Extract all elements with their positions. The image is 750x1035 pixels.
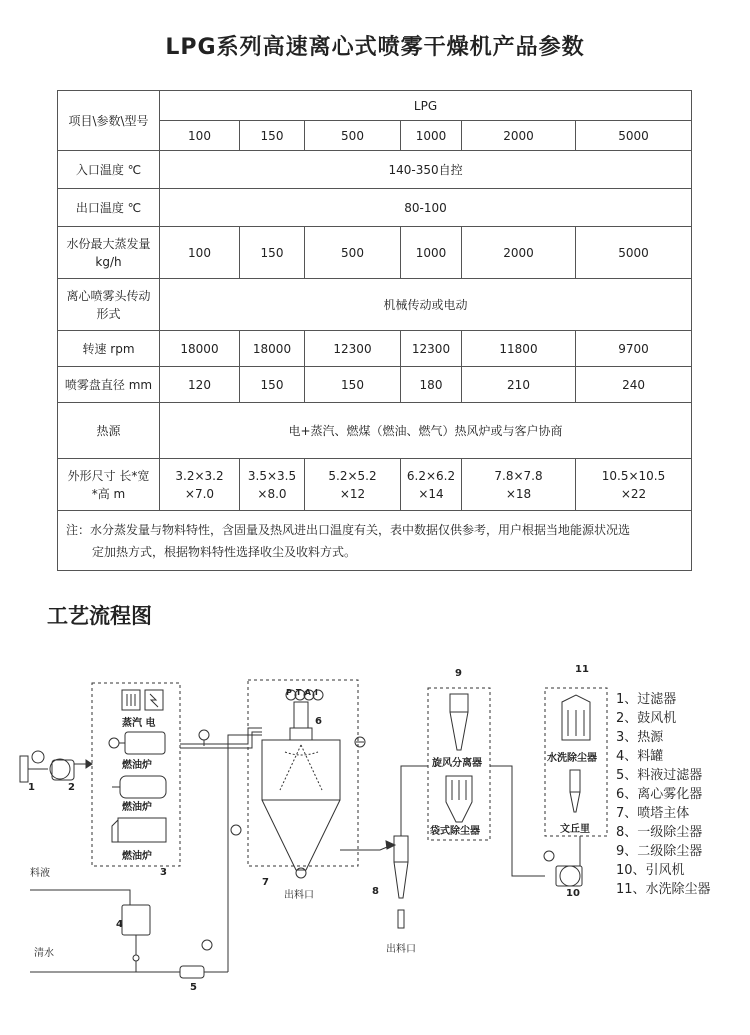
row-value: 100 bbox=[160, 227, 240, 279]
label-oil-furnace: 燃油炉 bbox=[122, 851, 152, 862]
label-liquid: 料液 bbox=[30, 868, 50, 879]
row-value: 2000 bbox=[462, 227, 576, 279]
row-value: 12300 bbox=[401, 331, 462, 367]
number-label: 1 bbox=[28, 782, 35, 793]
label-oil-furnace: 燃油炉 bbox=[122, 760, 152, 771]
legend-item: 8、一级除尘器 bbox=[616, 825, 703, 840]
legend-item: 9、二级除尘器 bbox=[616, 844, 703, 859]
instrument-label: PTAI bbox=[286, 688, 322, 697]
note-line-2: 定加热方式，根据物料特性选择收尘及收料方式。 bbox=[92, 544, 357, 559]
row-value: 10.5×10.5 ×22 bbox=[576, 459, 692, 511]
number-label: 7 bbox=[262, 877, 269, 888]
legend-item: 5、料液过滤器 bbox=[616, 768, 703, 783]
cyclone-icon bbox=[394, 836, 408, 928]
row-value: 80-100 bbox=[160, 189, 692, 227]
atomizer-icon bbox=[290, 702, 312, 740]
row-label: 出口温度 ℃ bbox=[58, 189, 160, 227]
row-value: 3.5×3.5 ×8.0 bbox=[240, 459, 305, 511]
label-bag-filter: 袋式除尘器 bbox=[430, 826, 480, 837]
model-cell: 1000 bbox=[401, 121, 462, 151]
row-value: 5000 bbox=[576, 227, 692, 279]
row-value: 180 bbox=[401, 367, 462, 403]
row-value: 18000 bbox=[160, 331, 240, 367]
row-label: 喷雾盘直径 mm bbox=[58, 367, 160, 403]
label-venturi: 文丘里 bbox=[560, 824, 590, 835]
page-title: LPG系列高速离心式喷雾干燥机产品参数 bbox=[165, 35, 585, 60]
row-value: 6.2×6.2 ×14 bbox=[401, 459, 462, 511]
hot-air-duct bbox=[180, 728, 262, 744]
model-cell: 100 bbox=[160, 121, 240, 151]
label-steam-electric: 蒸汽 电 bbox=[122, 718, 156, 729]
table-row bbox=[58, 189, 692, 227]
water-scrubber-icon bbox=[562, 695, 590, 740]
table-note bbox=[58, 511, 692, 571]
number-label: 5 bbox=[190, 982, 197, 993]
row-value: 500 bbox=[305, 227, 401, 279]
note-line-1: 注：水分蒸发量与物料特性，含固量及热风进出口温度有关，表中数据仅供参考，用户根据当地能源状况选 bbox=[66, 522, 631, 537]
table-row bbox=[58, 227, 692, 279]
oil-furnace-icon bbox=[112, 776, 166, 798]
legend-item: 10、引风机 bbox=[616, 863, 685, 878]
number-label: 3 bbox=[160, 867, 167, 878]
row-value: 11800 bbox=[462, 331, 576, 367]
pressure-gauge-icon bbox=[231, 825, 241, 835]
row-value: 150 bbox=[240, 367, 305, 403]
legend-item: 6、离心雾化器 bbox=[616, 787, 703, 802]
legend-item: 3、热源 bbox=[616, 730, 664, 745]
table-row bbox=[58, 151, 692, 189]
row-value: 9700 bbox=[576, 331, 692, 367]
row-label: 转速 rpm bbox=[58, 331, 160, 367]
row-value: 18000 bbox=[240, 331, 305, 367]
model-cell: 2000 bbox=[462, 121, 576, 151]
legend-item: 1、过滤器 bbox=[616, 692, 677, 707]
row-value: 150 bbox=[240, 227, 305, 279]
row-value: 150 bbox=[305, 367, 401, 403]
row-label: 入口温度 ℃ bbox=[58, 151, 160, 189]
number-label: 6 bbox=[315, 716, 322, 727]
spec-table bbox=[57, 90, 692, 571]
liquid-filter-icon bbox=[180, 966, 228, 978]
label-water: 清水 bbox=[34, 948, 54, 959]
number-label: 10 bbox=[566, 888, 580, 899]
row-value: 5.2×5.2 ×12 bbox=[305, 459, 401, 511]
row-value: 210 bbox=[462, 367, 576, 403]
row-label: 外形尺寸 长*宽 *高 m bbox=[58, 459, 160, 511]
label-outlet: 出料口 bbox=[284, 890, 314, 901]
row-value: 240 bbox=[576, 367, 692, 403]
legend-item: 11、水洗除尘器 bbox=[616, 882, 711, 897]
table-row bbox=[58, 331, 692, 367]
label-oil-furnace: 燃油炉 bbox=[122, 802, 152, 813]
number-label: 4 bbox=[116, 919, 123, 930]
row-value: 1000 bbox=[401, 227, 462, 279]
legend-item: 7、喷塔主体 bbox=[616, 806, 690, 821]
section-title: 工艺流程图 bbox=[47, 604, 152, 628]
table-row bbox=[58, 511, 692, 571]
tower-box bbox=[248, 680, 358, 866]
table-row bbox=[58, 279, 692, 331]
legend bbox=[616, 690, 711, 899]
feed-tank-icon bbox=[122, 905, 150, 961]
spray-tower-icon bbox=[262, 740, 340, 878]
steam-electric-icon bbox=[122, 690, 163, 710]
row-label: 热源 bbox=[58, 403, 160, 459]
row-value: 机械传动或电动 bbox=[160, 279, 692, 331]
row-label: 离心喷雾头传动 形式 bbox=[58, 279, 160, 331]
row-value: 140-350自控 bbox=[160, 151, 692, 189]
number-label: 2 bbox=[68, 782, 75, 793]
bag-filter-icon bbox=[446, 776, 472, 822]
blower-icon bbox=[32, 751, 92, 780]
label-water-wash: 水洗除尘器 bbox=[547, 753, 597, 764]
series-name: LPG bbox=[160, 91, 692, 121]
header-label: 项目\参数\型号 bbox=[58, 91, 160, 151]
oil-furnace-icon bbox=[109, 732, 165, 754]
oil-furnace-icon bbox=[112, 818, 166, 842]
row-value: 3.2×3.2 ×7.0 bbox=[160, 459, 240, 511]
table-row bbox=[58, 459, 692, 511]
legend-item: 2、鼓风机 bbox=[616, 711, 677, 726]
fan-icon bbox=[544, 851, 582, 886]
model-cell: 5000 bbox=[576, 121, 692, 151]
row-label: 水份最大蒸发量 kg/h bbox=[58, 227, 160, 279]
label-cyclone-separator: 旋风分离器 bbox=[432, 758, 482, 769]
number-label: 8 bbox=[372, 886, 379, 897]
label-outlet: 出料口 bbox=[386, 944, 416, 955]
number-label: 9 bbox=[455, 668, 462, 679]
row-value: 12300 bbox=[305, 331, 401, 367]
row-value: 120 bbox=[160, 367, 240, 403]
table-row bbox=[58, 403, 692, 459]
legend-item: 4、料罐 bbox=[616, 749, 664, 764]
cyclone-separator-icon bbox=[450, 694, 468, 750]
row-value: 7.8×7.8 ×18 bbox=[462, 459, 576, 511]
valve-icon bbox=[355, 737, 365, 747]
model-cell: 150 bbox=[240, 121, 305, 151]
model-cell: 500 bbox=[305, 121, 401, 151]
number-label: 11 bbox=[575, 664, 589, 675]
venturi-icon bbox=[570, 770, 580, 812]
row-value: 电+蒸汽、燃煤（燃油、燃气）热风炉或与客户协商 bbox=[160, 403, 692, 459]
table-row bbox=[58, 367, 692, 403]
